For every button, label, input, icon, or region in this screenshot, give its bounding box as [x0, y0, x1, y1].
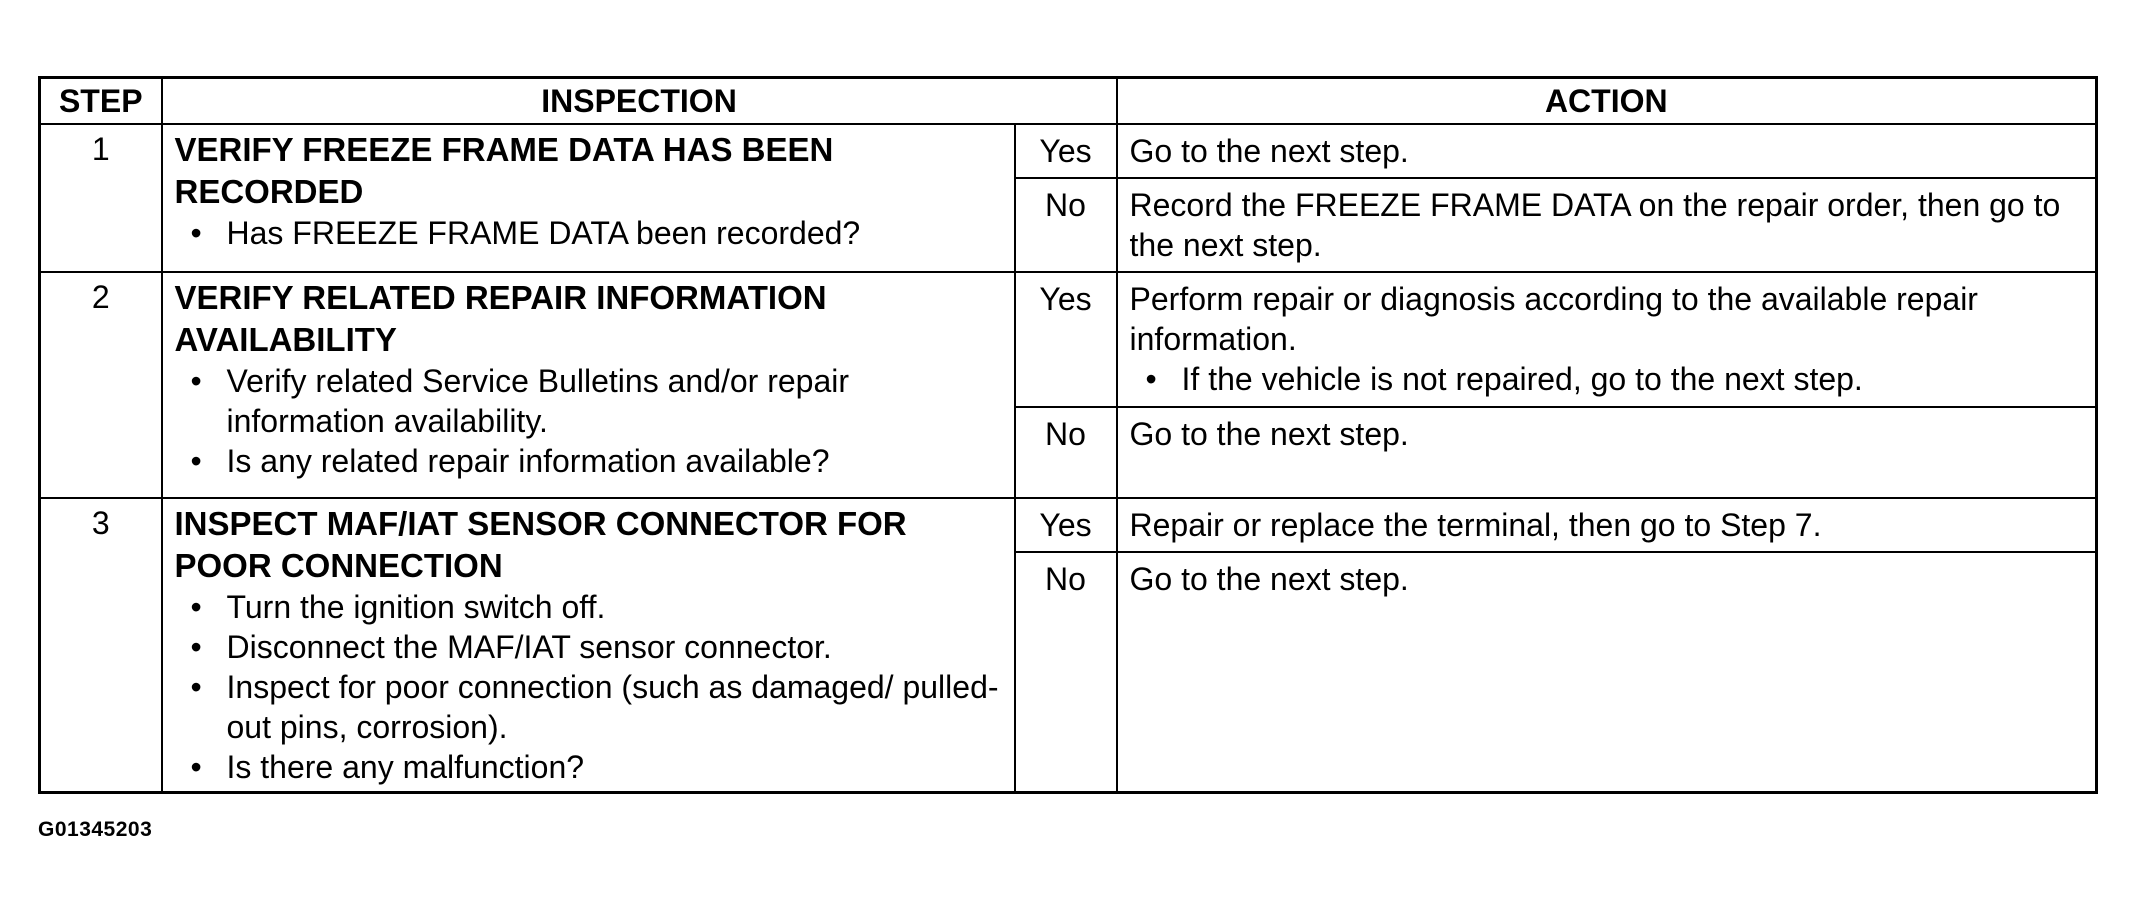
list-item: • Turn the ignition switch off. — [175, 587, 1004, 627]
list-item: • Is any related repair information available? — [175, 441, 1004, 481]
step-number: 3 — [40, 498, 162, 793]
list-item: • Is there any malfunction? — [175, 747, 1004, 787]
no-action — [1117, 552, 2097, 793]
table-header-row — [40, 78, 2097, 125]
table-row — [40, 124, 2097, 178]
action-bullet-list — [1130, 359, 2086, 399]
yes-action — [1117, 272, 2097, 407]
list-item: • Verify related Service Bulletins and/or repair information availability. — [175, 361, 1004, 441]
inspection-bullet-list — [175, 213, 1004, 253]
header-step: STEP — [40, 78, 162, 125]
yes-label: Yes — [1015, 124, 1117, 178]
action-text: Go to the next step. — [1129, 133, 1409, 169]
action-text: Repair or replace the terminal, then go to Step 7. — [1129, 507, 1822, 543]
table-row — [40, 272, 2097, 407]
yes-label: Yes — [1015, 272, 1117, 407]
inspection-title: VERIFY RELATED REPAIR INFORMATION AVAILABILITY — [174, 279, 827, 358]
yes-label: Yes — [1015, 498, 1117, 552]
yes-action — [1117, 124, 2097, 178]
no-label: No — [1015, 178, 1117, 272]
inspection-title: INSPECT MAF/IAT SENSOR CONNECTOR FOR POOR CONNECTION — [174, 505, 907, 584]
inspection-cell — [162, 498, 1015, 793]
figure-id: G01345203 — [38, 818, 153, 841]
inspection-bullet-list — [175, 587, 1004, 787]
no-label: No — [1015, 552, 1117, 793]
list-item: • Has FREEZE FRAME DATA been recorded? — [175, 213, 1004, 253]
inspection-cell — [162, 272, 1015, 498]
header-inspection: INSPECTION — [162, 78, 1117, 125]
inspection-title: VERIFY FREEZE FRAME DATA HAS BEEN RECORDED — [174, 131, 834, 210]
yes-action — [1117, 498, 2097, 552]
table-row — [40, 498, 2097, 552]
inspection-bullet-list — [175, 361, 1004, 481]
no-action — [1117, 407, 2097, 498]
header-action: ACTION — [1117, 78, 2097, 125]
list-item: • Inspect for poor connection (such as damaged/ pulled-out pins, corrosion). — [175, 667, 1004, 747]
list-item: • If the vehicle is not repaired, go to the next step. — [1130, 359, 2086, 399]
no-label: No — [1015, 407, 1117, 498]
list-item: • Disconnect the MAF/IAT sensor connector. — [175, 627, 1004, 667]
inspection-cell — [162, 124, 1015, 272]
action-text: Go to the next step. — [1129, 561, 1409, 597]
action-text: Perform repair or diagnosis according to the available repair information. — [1129, 281, 1978, 357]
diagnostic-step-table — [38, 76, 2098, 794]
no-action — [1117, 178, 2097, 272]
action-text: Record the FREEZE FRAME DATA on the repair order, then go to the next step. — [1129, 187, 2061, 263]
action-text: Go to the next step. — [1129, 416, 1409, 452]
step-number: 1 — [40, 124, 162, 272]
step-number: 2 — [40, 272, 162, 498]
